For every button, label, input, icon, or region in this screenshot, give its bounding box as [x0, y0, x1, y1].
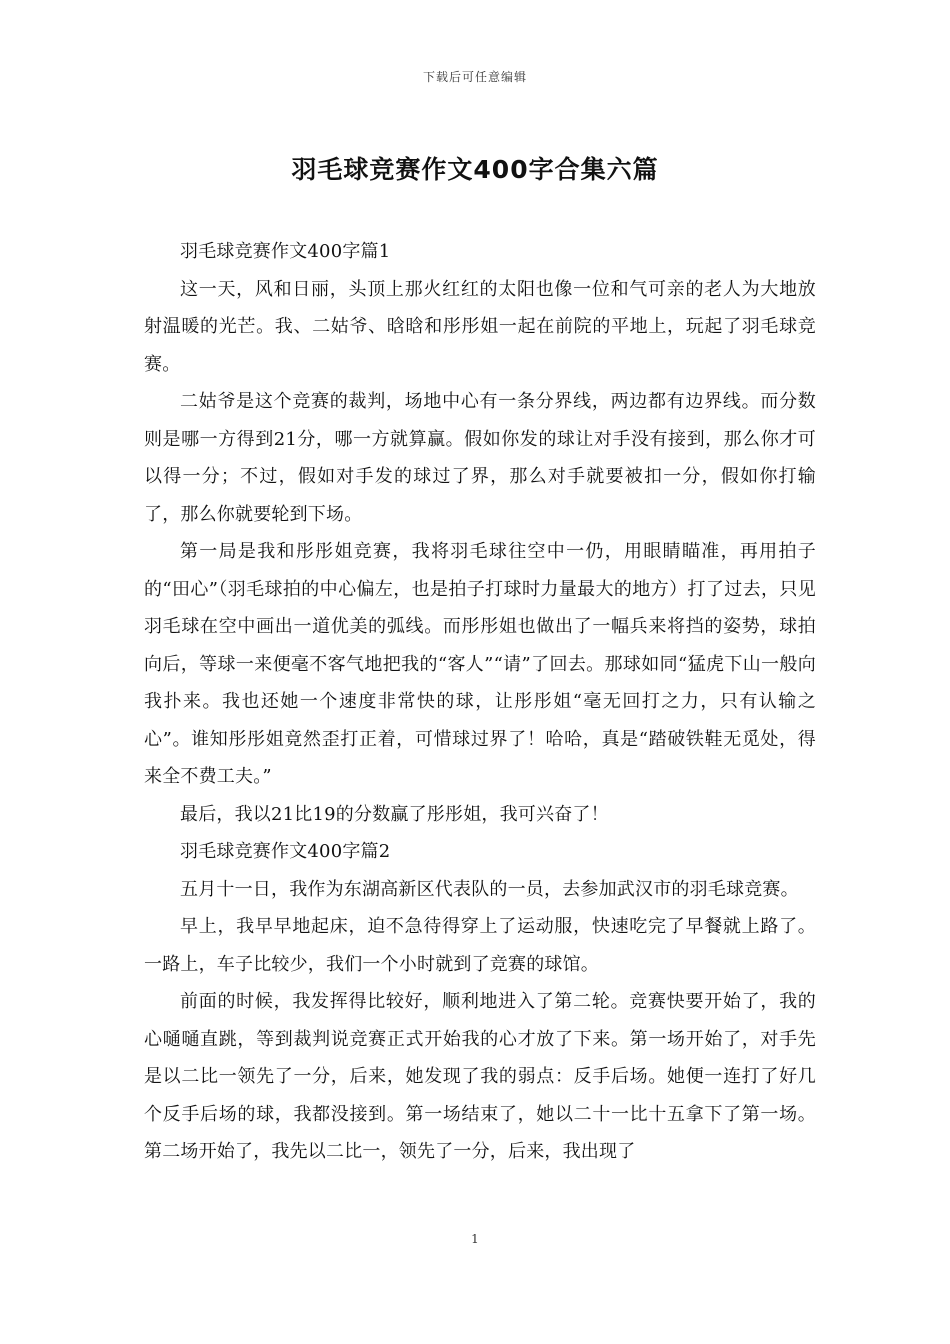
- paragraph: 第一局是我和彤彤姐竞赛，我将羽毛球往空中一仍，用眼睛瞄准，再用拍子的“田心”（羽毛球拍的中心偏左，也是拍子打球时力量最大的地方）打了过去，只见羽毛球在空中画出一道优美的弧线。而彤彤姐也做出了一幅兵来将挡的姿势，球拍向后，等球一来便毫不客气地把我的“客人”“请”了回去。那球如同“猛虎下山一般向我扑来。我也还她一个速度非常快的球，让彤彤姐“毫无回打之力，只有认输之心”。谁知彤彤姐竟然歪打正着，可惜球过界了！哈哈，真是“踏破铁鞋无觅处，得来全不费工夫。”: [144, 541, 816, 787]
- section-heading-1: 羽毛球竞赛作文400字篇1: [180, 241, 391, 262]
- page-title: 羽毛球竞赛作文400字合集六篇: [291, 155, 659, 184]
- paragraph: 二姑爷是这个竞赛的裁判，场地中心有一条分界线，两边都有边界线。而分数则是哪一方得到21分，哪一方就算赢。假如你发的球让对手没有接到，那么你才可以得一分；不过，假如对手发的球过了界，那么对手就要被扣一分，假如你打输了，那么你就要轮到下场。: [144, 391, 816, 525]
- page-number: 1: [471, 1232, 479, 1246]
- paragraph: 前面的时候，我发挥得比较好，顺利地进入了第二轮。竞赛快要开始了，我的心嗵嗵直跳，等到裁判说竞赛正式开始我的心才放了下来。第一场开始了，对手先是以二比一领先了一分，后来，她发现了我的弱点：反手后场。她便一连打了好几个反手后场的球，我都没接到。第一场结束了，她以二十一比十五拿下了第一场。第二场开始了，我先以二比一，领先了一分，后来，我出现了: [144, 991, 816, 1162]
- paragraph: 最后，我以21比19的分数赢了彤彤姐，我可兴奋了！: [180, 803, 609, 825]
- paragraph: 早上，我早早地起床，迫不急待得穿上了运动服，快速吃完了早餐就上路了。一路上，车子比较少，我们一个小时就到了竞赛的球馆。: [144, 916, 816, 975]
- header-note: 下载后可任意编辑: [422, 70, 527, 84]
- paragraph: 这一天，风和日丽，头顶上那火红红的太阳也像一位和气可亲的老人为大地放射温暖的光芒。我、二姑爷、晗晗和彤彤姐一起在前院的平地上，玩起了羽毛球竞赛。: [144, 278, 816, 375]
- document-body: [144, 233, 816, 1171]
- section-heading-2: 羽毛球竞赛作文400字篇2: [180, 841, 391, 862]
- paragraph: 五月十一日，我作为东湖高新区代表队的一员，去参加武汉市的羽毛球竞赛。: [180, 878, 799, 900]
